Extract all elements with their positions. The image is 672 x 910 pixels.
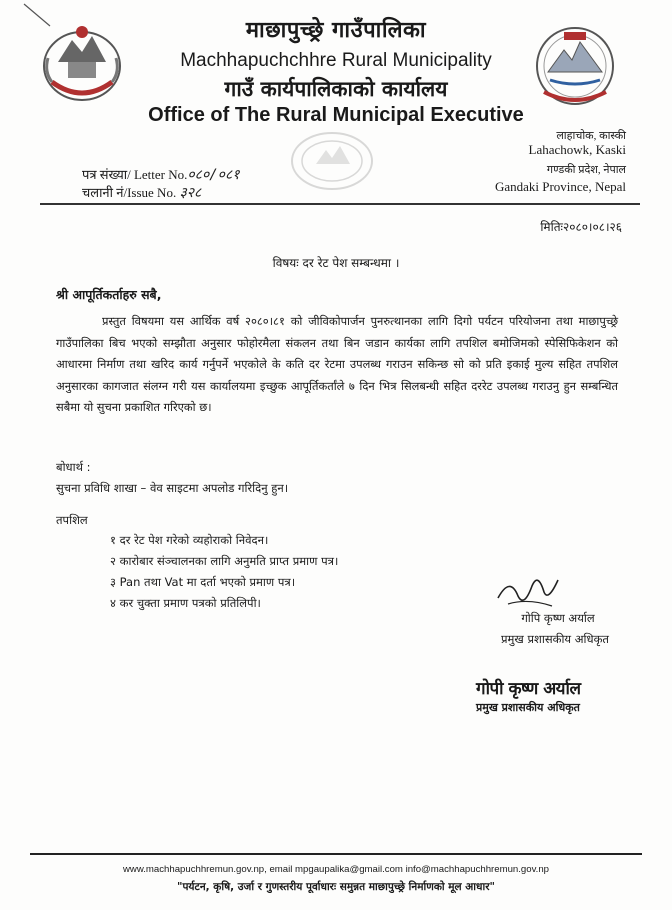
cc-text: सुचना प्रविधि शाखा – वेव साइटमा अपलोड गरिदिनु हुन। [56,481,289,495]
letter-number-value: ०८०/०८१ [187,167,240,183]
signatory-title: प्रमुख प्रशासकीय अधिकृत [501,632,609,646]
footer-divider [30,853,642,855]
letter-date: मितिः२०८०।०८।२६ [540,220,622,234]
stamp-title: प्रमुख प्रशासकीय अधिकृत [476,701,580,714]
letter-subject: विषयः दर रेट पेश सम्बन्धमा । [272,256,400,270]
enclosure-item: ३ Pan तथा Vat मा दर्ता भएको प्रमाण पत्र। [110,575,296,589]
office-name-english: Office of The Rural Municipal Executive [148,104,524,126]
address-line2-english: Gandaki Province, Nepal [494,179,626,194]
enclosure-item: ४ कर चुक्ता प्रमाण पत्रको प्रतिलिपी। [110,596,261,610]
issue-number-label: चलानी नं/Issue No. [82,185,177,200]
signatory-name: गोपि कृष्ण अर्याल [521,611,595,625]
letter-number-label: पत्र संख्या/ Letter No. [82,167,188,182]
letter-number [82,165,240,184]
enclosures-label: तपशिल [56,513,88,527]
municipality-name-nepali: माछापुच्छ्रे गाउँपालिका [245,18,427,43]
faded-stamp-icon [286,128,378,194]
enclosure-item: १ दर रेट पेश गरेको व्यहोराको निवेदन। [110,533,269,547]
address-line2-nepali: गण्डकी प्रदेश, नेपाल [546,164,626,176]
header-divider [40,203,640,205]
cc-label: बोधार्थ : [56,460,91,474]
office-name-nepali: गाउँ कार्यपालिकाको कार्यालय [224,77,448,101]
issue-number [82,183,201,202]
signature-scribble-icon [488,568,568,614]
body-paragraph: प्रस्तुत विषयमा यस आर्थिक वर्ष २०८०।८१ को जीविकोपार्जन पुनरुत्थानका लागि दिगो पर्यटन परियोजना तथा माछापुच्छ्रे गाउँपालिका बिच भएको सम्झौता अनुसार फोहोरमैला संकलन तथा बिन जडान कार्यका लागि तपशिल बमोजिमको स्पेसिफिकेशन को आधारमा निर्माण तथा खरिद कार्य गर्नुपर्ने भएकोले के कति दर रेटमा उपलब्ध गराउन सकिन्छ सो को प्रति इकाई मुल्य सहित तपशिल अनुसारका कागजात संलग्न गरी यस कार्यालयमा इच्छुक आपूर्तिकर्तांले ७ दिन भित्र सिलबन्धी सहित दररेट उपलब्ध गराउनु हुन सम्बन्धित सबैमा यो सुचना प्रकाशित गरिएको छ। [56,314,618,414]
footer-contacts: www.machhapuchhremun.gov.np, email mpgaupalika@gmail.com info@machhapuchhremun.gov.np [122,864,549,875]
issue-number-value: ३२८ [179,185,202,201]
enclosures-list [110,530,338,614]
enclosure-item: २ कारोबार संञ्चालनका लागि अनुमति प्राप्त प्रमाण पत्र। [110,554,339,568]
footer-motto: "पर्यटन, कृषि, उर्जा र गुणस्तरीय पूर्वाधारः समुन्नत माछापुच्छ्रे निर्माणको मूल आधार" [177,881,495,893]
salutation: श्री आपूर्तिकर्ताहरु सबै, [56,287,162,302]
municipality-name-english: Machhapuchchhre Rural Municipality [180,50,492,71]
address-line1-english: Lahachowk, Kaski [528,142,626,157]
stamp-name: गोपी कृष्ण अर्याल [476,679,581,699]
address-line1-nepali: लाहाचोक, कास्की [556,130,626,142]
